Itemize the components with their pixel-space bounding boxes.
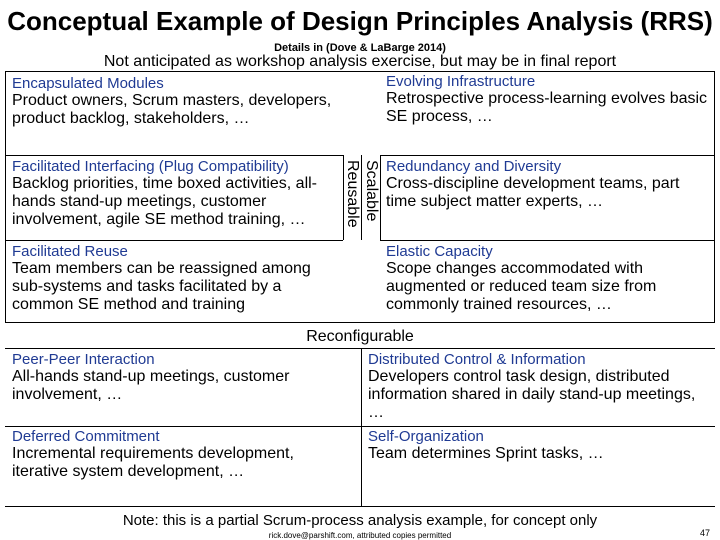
cell-heading: Distributed Control & Information <box>368 351 586 368</box>
cell-body: Team members can be reassigned among sub-systems and tasks facilitated by a common SE method and training <box>12 260 311 313</box>
footer-attribution: rick.dove@parshift.com, attributed copies permitted <box>268 531 452 540</box>
divider-left-2 <box>5 240 343 241</box>
cell-peer-peer-interaction <box>12 351 352 404</box>
cell-heading: Redundancy and Diversity <box>386 158 562 175</box>
cell-body: Incremental requirements development, iterative system development, … <box>12 445 294 480</box>
cell-body: Backlog priorities, time boxed activities, all-hands stand-up meetings, customer involvement, agile SE method training, … <box>12 175 318 228</box>
cell-self-organization <box>368 428 714 463</box>
cell-body: Developers control task design, distributed information shared in daily stand-up meetings, … <box>368 368 696 421</box>
cell-facilitated-interfacing <box>12 158 344 229</box>
cell-redundancy-diversity <box>386 158 711 211</box>
reconfigurable-label: Reconfigurable <box>306 328 414 345</box>
cell-body: Product owners, Scrum masters, developers, product backlog, stakeholders, … <box>12 92 332 127</box>
subtitle: Not anticipated as workshop analysis exercise, but may be in final report <box>103 53 617 70</box>
cell-heading: Peer-Peer Interaction <box>12 351 155 368</box>
cell-encapsulated-modules <box>12 75 337 128</box>
cell-heading: Encapsulated Modules <box>12 75 164 92</box>
cell-elastic-capacity <box>386 243 711 314</box>
citation: Details in (Dove & LaBarge 2014) <box>274 42 446 54</box>
cell-heading: Evolving Infrastructure <box>386 73 536 90</box>
concept-note: Note: this is a partial Scrum-process analysis example, for concept only <box>122 512 598 529</box>
divider-right-2 <box>380 240 715 241</box>
cell-body: Retrospective process-learning evolves basic SE process, … <box>386 90 708 125</box>
cell-heading: Elastic Capacity <box>386 243 493 260</box>
scalable-label: Scalable <box>363 160 380 222</box>
cell-heading: Facilitated Interfacing (Plug Compatibility) <box>12 158 289 175</box>
cell-deferred-commitment <box>12 428 352 481</box>
reusable-label: Reusable <box>344 160 361 228</box>
divider-left-1 <box>5 155 343 156</box>
cell-heading: Facilitated Reuse <box>12 243 128 260</box>
cell-body: Cross-discipline development teams, part time subject matter experts, … <box>386 175 680 210</box>
divider-lower-top <box>5 348 715 349</box>
divider-lower-mid <box>5 426 715 427</box>
cell-body: All-hands stand-up meetings, customer involvement, … <box>12 368 290 403</box>
divider-right-1 <box>380 155 715 156</box>
divider-lower-vertical <box>361 348 362 506</box>
cell-heading: Self-Organization <box>368 428 484 445</box>
cell-facilitated-reuse <box>12 243 340 314</box>
slide-title: Conceptual Example of Design Principles Analysis (RRS) <box>7 6 713 36</box>
cell-body: Team determines Sprint tasks, … <box>368 445 604 462</box>
cell-body: Scope changes accommodated with augmented or reduced team size from commonly trained resources, … <box>386 260 657 313</box>
divider-lower-bottom <box>5 506 715 507</box>
page-number: 47 <box>699 528 710 538</box>
divider-vertical-3 <box>380 155 381 240</box>
cell-evolving-infrastructure <box>386 73 711 126</box>
cell-heading: Deferred Commitment <box>12 428 160 445</box>
cell-distributed-control <box>368 351 714 422</box>
